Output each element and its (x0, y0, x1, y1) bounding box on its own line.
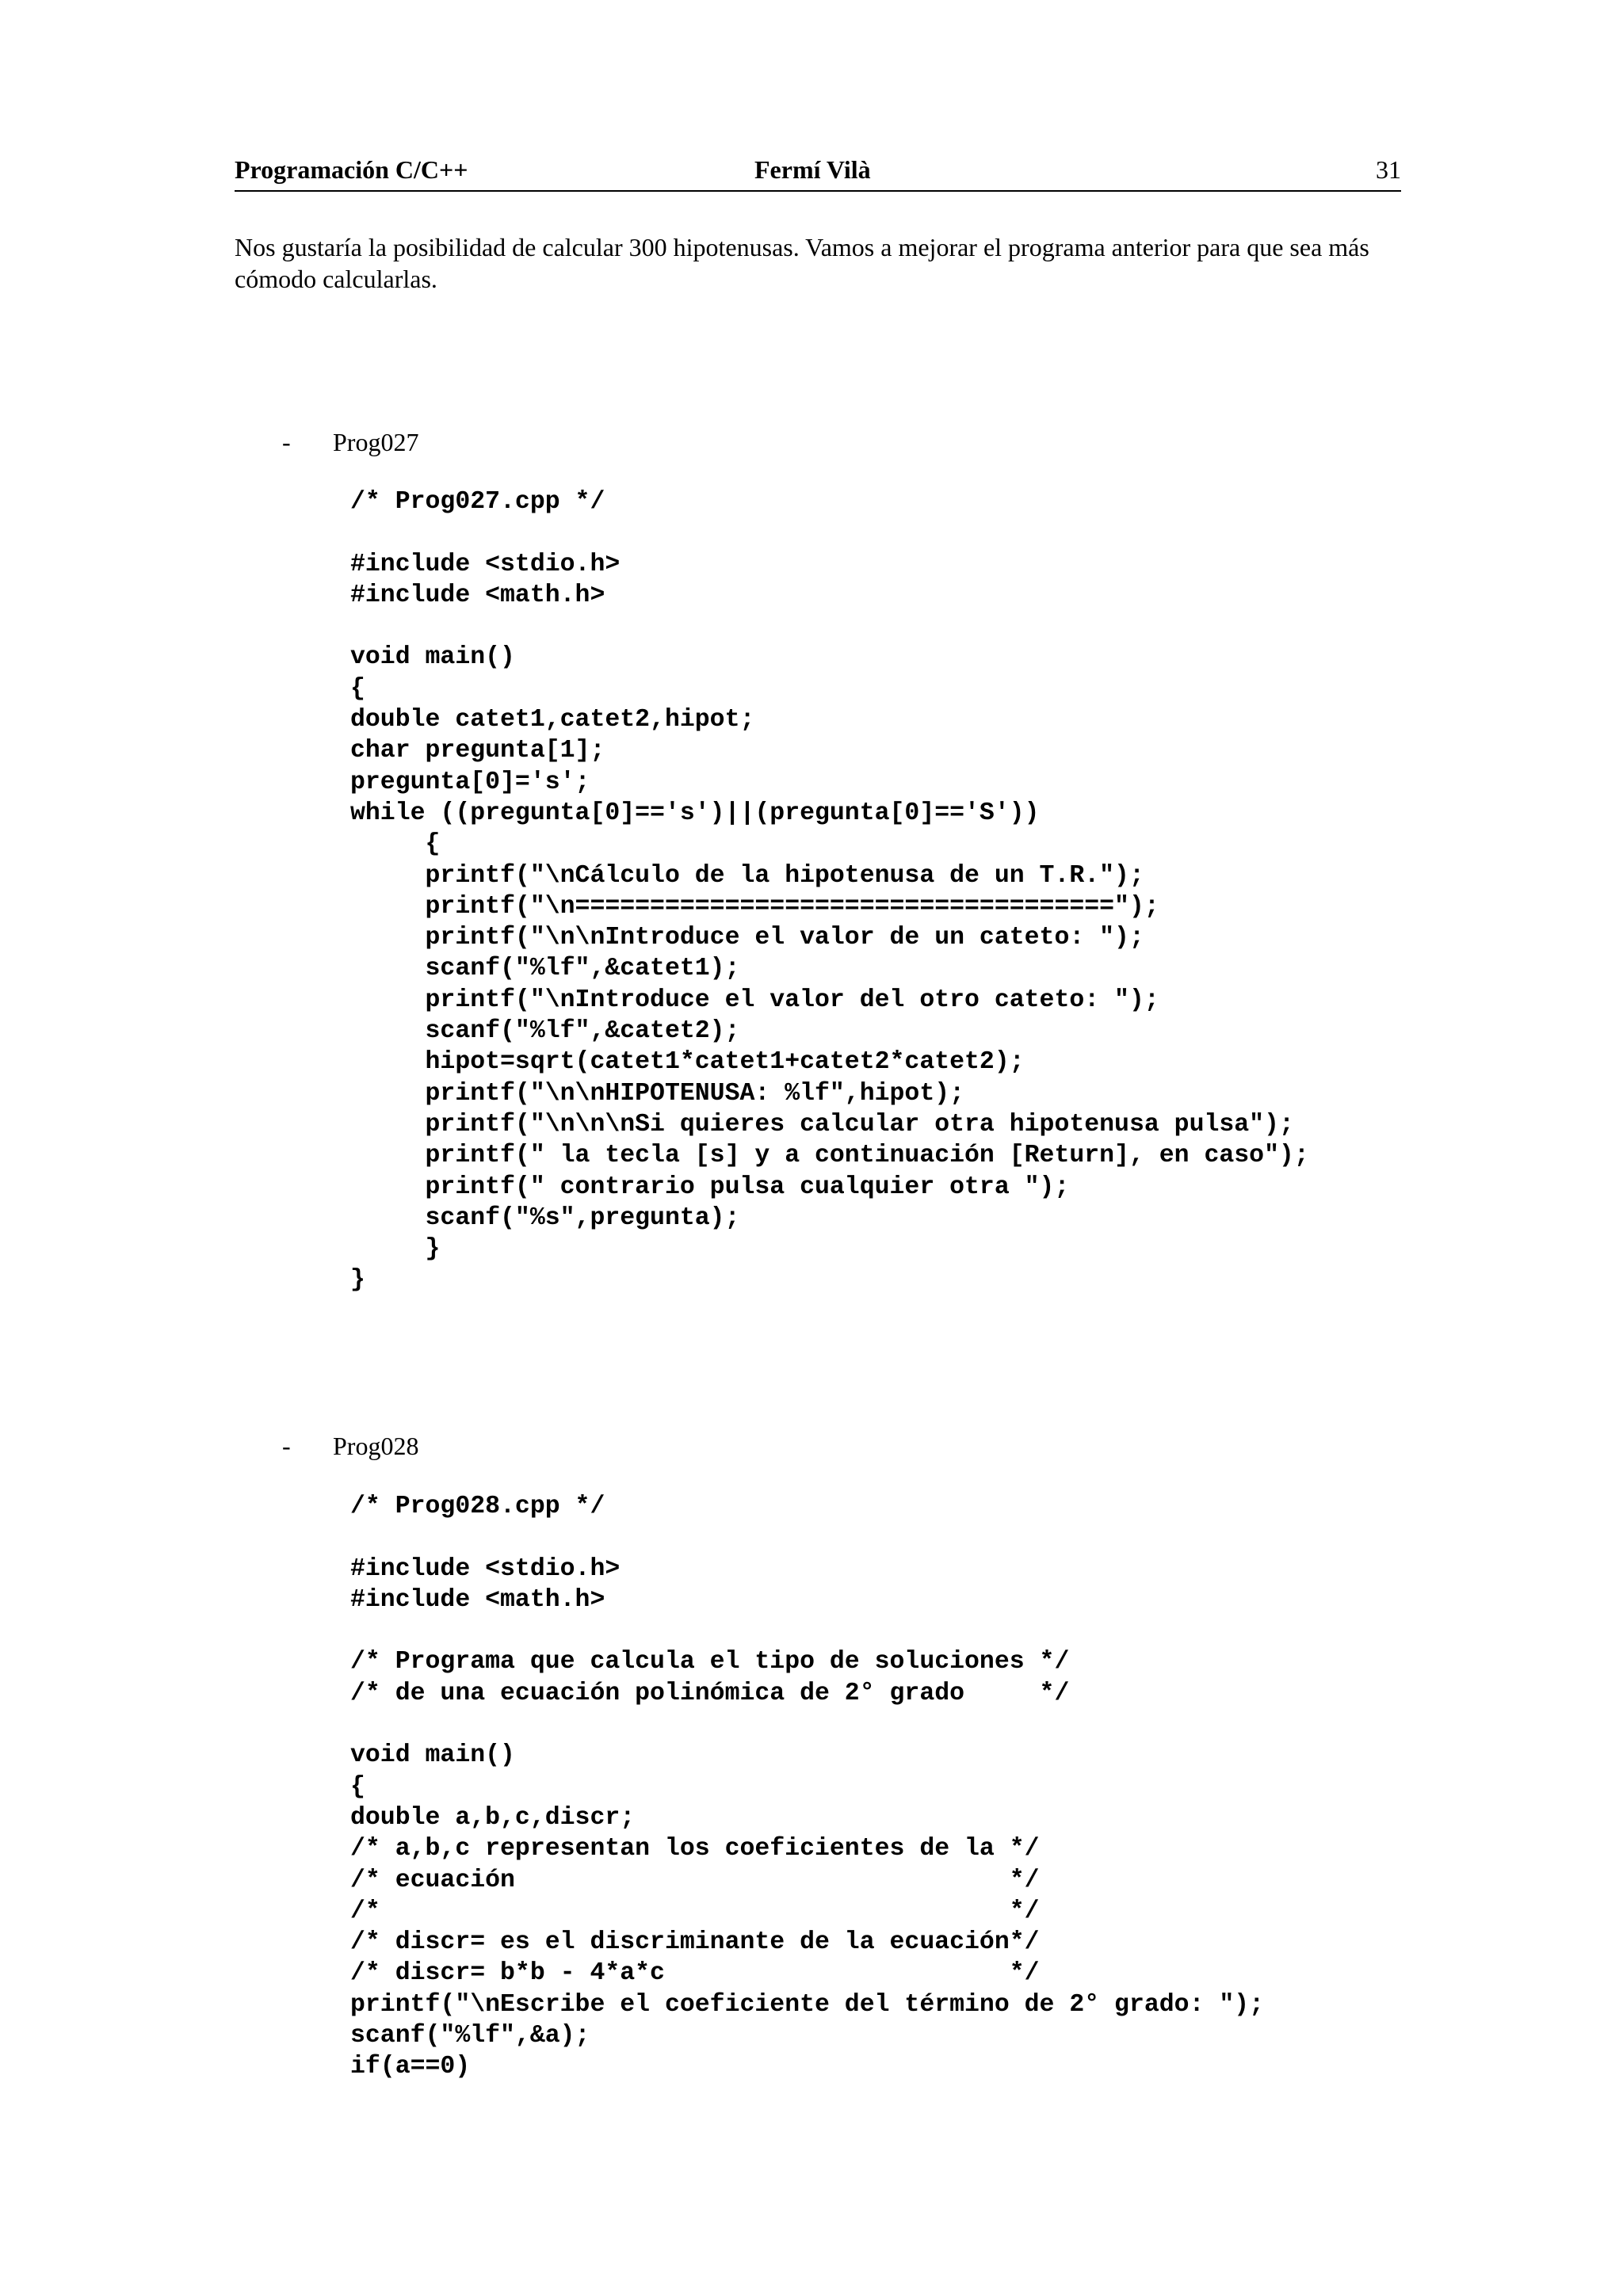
code-line: printf("\nIntroduce el valor del otro cateto: "); (350, 986, 1159, 1014)
code-line: /* discr= b*b - 4*a*c */ (350, 1959, 1040, 1988)
code-line: printf("\n\nHIPOTENUSA: %lf",hipot); (350, 1079, 965, 1108)
code-line: { (350, 830, 441, 859)
code-line: } (350, 1235, 441, 1264)
code-line: printf("\nEscribe el coeficiente del término de 2° grado: "); (350, 1990, 1265, 2019)
code-line: /* ecuación */ (350, 1866, 1040, 1894)
header-author: Fermí Vilà (754, 155, 871, 184)
code-line: printf("\nCálculo de la hipotenusa de un T.R."); (350, 861, 1144, 890)
code-line: /* a,b,c representan los coeficientes de la */ (350, 1835, 1040, 1863)
code-line: scanf("%s",pregunta); (350, 1203, 740, 1232)
page-header (235, 155, 1401, 192)
code-line: /* de una ecuación polinómica de 2° grado */ (350, 1679, 1070, 1707)
code-line: hipot=sqrt(catet1*catet1+catet2*catet2); (350, 1048, 1025, 1077)
code-line: printf(" la tecla [s] y a continuación [Return], en caso"); (350, 1142, 1309, 1170)
page-number: 31 (1376, 155, 1401, 184)
code-line: /* */ (350, 1897, 1040, 1925)
program-label-prog027 (282, 426, 418, 458)
code-line (350, 611, 1309, 642)
program-label-prog028 (282, 1430, 418, 1462)
code-line: scanf("%lf",&catet1); (350, 955, 740, 983)
code-line: #include <math.h> (350, 1585, 605, 1614)
code-line: double a,b,c,discr; (350, 1803, 636, 1832)
code-line: { (350, 1772, 365, 1801)
code-line: printf(" contrario pulsa cualquier otra "); (350, 1173, 1070, 1201)
code-line: /* Prog028.cpp */ (350, 1493, 605, 1520)
code-line: void main() (350, 1741, 515, 1770)
code-block-prog027 (350, 486, 1309, 1296)
code-line: #include <stdio.h> (350, 1554, 621, 1583)
code-line: { (350, 674, 365, 703)
bullet-dash: - (282, 428, 291, 456)
code-line (350, 1522, 1264, 1553)
code-line: double catet1,catet2,hipot; (350, 706, 755, 734)
code-line: #include <stdio.h> (350, 550, 621, 578)
code-line (350, 517, 1309, 548)
code-line: printf("\n\nIntroduce el valor de un cateto: "); (350, 924, 1144, 952)
code-line: /* Prog027.cpp */ (350, 488, 605, 516)
code-line: printf("\n\n\nSi quieres calcular otra hipotenusa pulsa"); (350, 1110, 1294, 1138)
code-line: char pregunta[1]; (350, 737, 605, 765)
code-line (350, 1615, 1264, 1646)
header-title: Programación C/C++ (235, 155, 468, 184)
code-line: } (350, 1266, 365, 1295)
code-line: scanf("%lf",&catet2); (350, 1017, 740, 1046)
code-line: /* Programa que calcula el tipo de soluciones */ (350, 1648, 1070, 1676)
code-line (350, 1709, 1264, 1740)
intro-paragraph: Nos gustaría la posibilidad de calcular 300 hipotenusas. Vamos a mejorar el programa anterior para que sea más cómodo calcularlas. (235, 233, 1369, 293)
code-line: printf("\n===================================="); (350, 892, 1159, 921)
code-line: if(a==0) (350, 2053, 471, 2081)
bullet-dash: - (282, 1432, 291, 1460)
code-line: void main() (350, 643, 515, 672)
program-name: Prog027 (333, 428, 419, 456)
code-line: #include <math.h> (350, 581, 605, 609)
code-line: while ((pregunta[0]=='s')||(pregunta[0]=='S')) (350, 799, 1040, 827)
code-block-prog028 (350, 1491, 1264, 2083)
program-name: Prog028 (333, 1432, 419, 1460)
code-line: scanf("%lf",&a); (350, 2022, 590, 2050)
code-line: pregunta[0]='s'; (350, 768, 590, 796)
code-line: /* discr= es el discriminante de la ecuación*/ (350, 1928, 1040, 1957)
